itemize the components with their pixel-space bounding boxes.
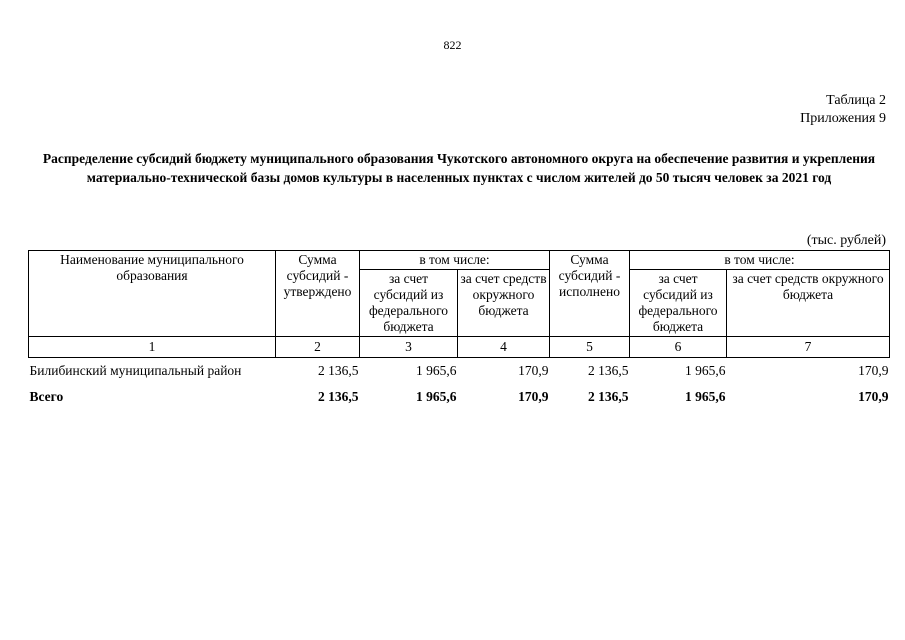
header-approved-regional: за счет средств окружного бюджета <box>458 270 550 337</box>
header-including-executed: в том числе: <box>630 251 890 270</box>
row-executed-federal: 1 965,6 <box>685 363 726 378</box>
page-number: 822 <box>443 38 462 52</box>
column-number: 2 <box>276 337 360 358</box>
column-number: 5 <box>550 337 630 358</box>
header-executed-federal: за счет субсидий из федерального бюджета <box>630 270 727 337</box>
row-approved-regional: 170,9 <box>518 363 549 378</box>
table-row <box>29 358 890 385</box>
column-number: 7 <box>727 337 890 358</box>
header-approved: Сумма субсидий - утверждено <box>276 251 360 337</box>
table-reference-line-1: Таблица 2 <box>826 93 886 108</box>
total-approved: 2 136,5 <box>318 389 359 404</box>
header-approved-federal: за счет субсидий из федерального бюджета <box>360 270 458 337</box>
header-name: Наименование муниципального образования <box>29 251 276 337</box>
header-executed-regional: за счет средств окружного бюджета <box>727 270 890 337</box>
column-number: 6 <box>630 337 727 358</box>
units-label: (тыс. рублей) <box>806 233 886 248</box>
total-approved-regional: 170,9 <box>518 389 549 404</box>
total-executed-regional: 170,9 <box>858 389 889 404</box>
table-reference <box>800 92 886 128</box>
document-title: Распределение субсидий бюджету муниципального образования Чукотского автономного округа на обеспечение развития и укрепления материально-технической базы домов культуры в населенных пунктах с числом жителей до 50 тысяч человек за 2021 год <box>42 151 876 185</box>
total-executed: 2 136,5 <box>588 389 629 404</box>
row-name: Билибинский муниципальный район <box>29 363 242 378</box>
subsidy-table <box>28 250 890 410</box>
column-number: 1 <box>29 337 276 358</box>
total-executed-federal: 1 965,6 <box>685 389 726 404</box>
row-executed-regional: 170,9 <box>858 363 889 378</box>
total-label: Всего <box>29 389 64 404</box>
header-including-approved: в том числе: <box>360 251 550 270</box>
column-number: 4 <box>458 337 550 358</box>
total-approved-federal: 1 965,6 <box>416 389 457 404</box>
row-approved-federal: 1 965,6 <box>416 363 457 378</box>
table-reference-line-2: Приложения 9 <box>800 111 886 126</box>
header-row-1 <box>29 251 890 270</box>
row-executed: 2 136,5 <box>588 363 629 378</box>
row-approved: 2 136,5 <box>318 363 359 378</box>
column-number-row <box>29 337 890 358</box>
header-executed: Сумма субсидий - исполнено <box>550 251 630 337</box>
total-row <box>29 384 890 410</box>
column-number: 3 <box>360 337 458 358</box>
